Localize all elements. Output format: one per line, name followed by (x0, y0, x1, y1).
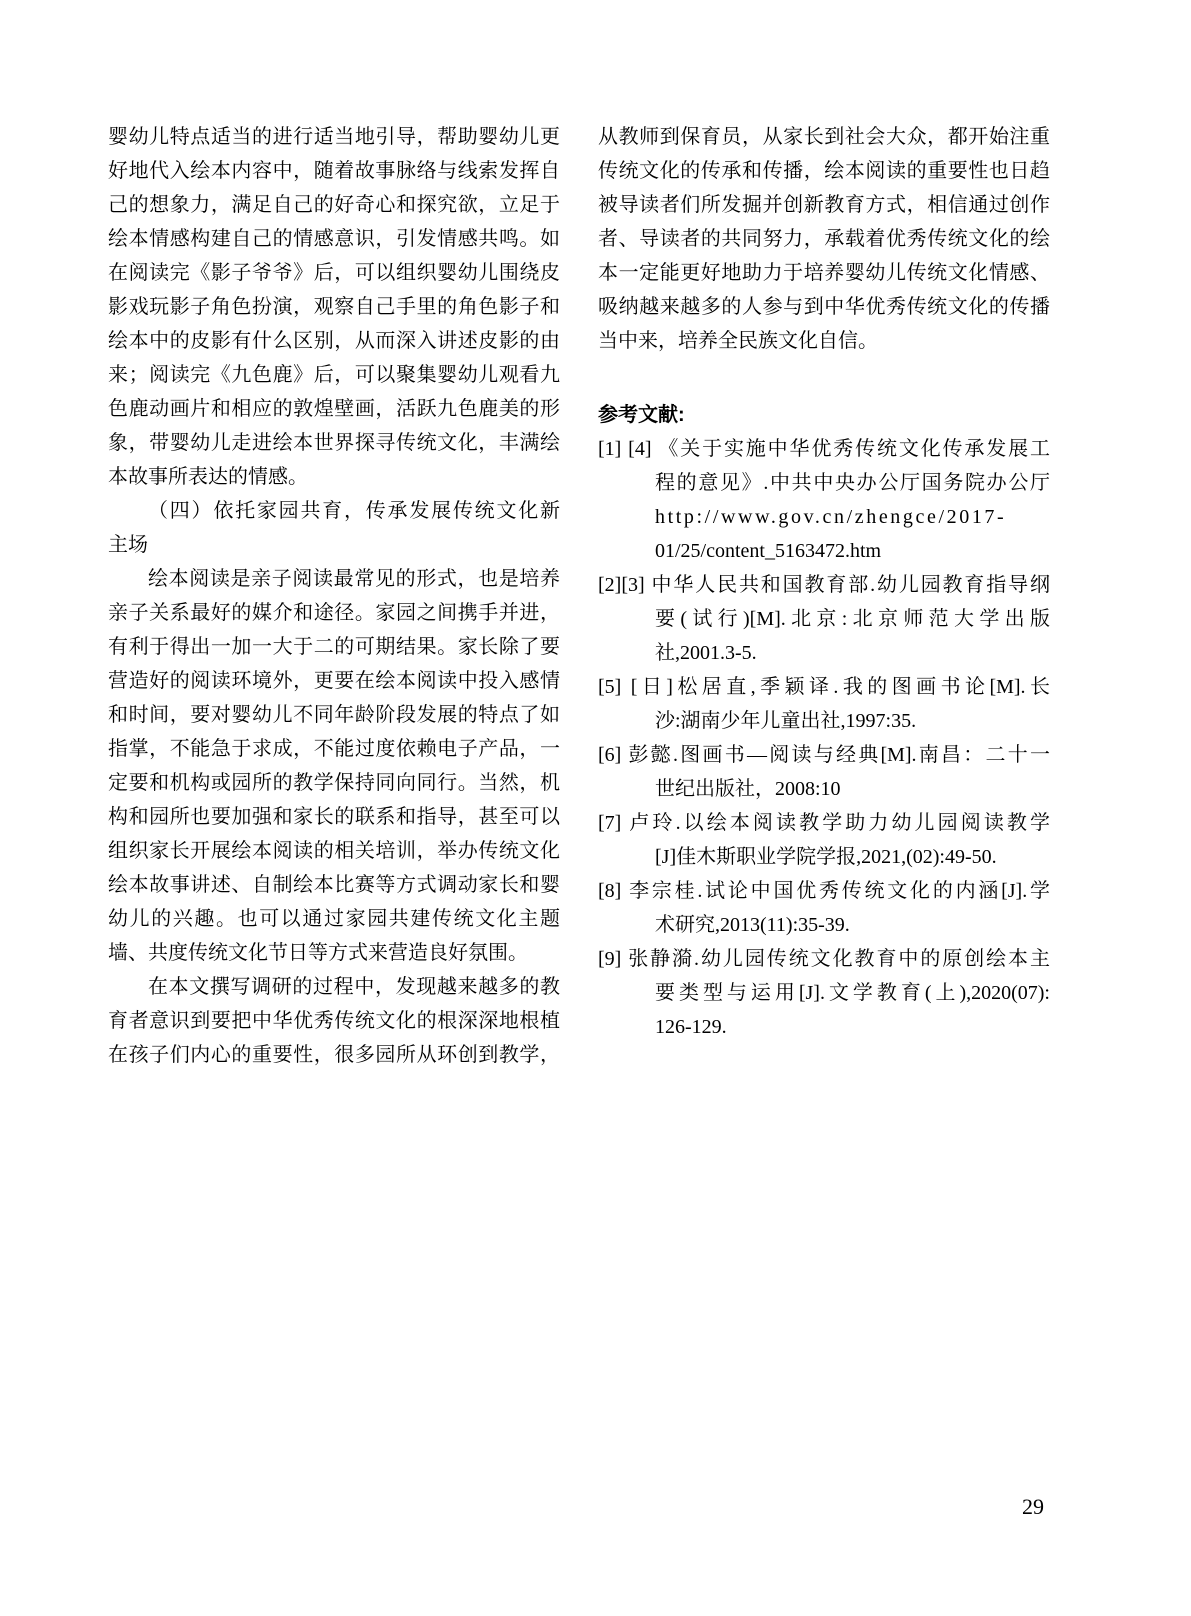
reference-line: 社,2001.3-5. (655, 642, 757, 664)
body-text-line: 有利于得出一加一大于二的可期结果。家长除了要 (108, 636, 560, 658)
section-heading-line: （四）依托家园共育，传承发展传统文化新 (148, 500, 560, 522)
body-text-line: 绘本中的皮影有什么区别，从而深入讲述皮影的由 (108, 330, 560, 352)
body-text-line: 从教师到保育员，从家长到社会大众，都开始注重 (598, 126, 1050, 148)
section-gap (598, 358, 1050, 398)
reference-line: 126-129. (655, 1016, 727, 1038)
body-text-line: 育者意识到要把中华优秀传统文化的根深深地根植 (108, 1010, 560, 1032)
body-text-line: 墙、共度传统文化节日等方式来营造良好氛围。 (108, 942, 528, 964)
references-heading: 参考文献: (598, 404, 685, 426)
reference-line: [1] [4] 《关于实施中华优秀传统文化传承发展工 (598, 438, 1050, 460)
body-text-line: 己的想象力，满足自己的好奇心和探究欲，立足于 (108, 194, 560, 216)
reference-url-line: 01/25/content_5163472.htm (655, 540, 882, 562)
reference-line: 要类型与运用[J].文学教育(上),2020(07): (655, 982, 1050, 1004)
body-text-line: 绘本情感构建自己的情感意识，引发情感共鸣。如 (108, 228, 560, 250)
section-heading-line: 主场 (108, 534, 148, 556)
body-text-line: 被导读者们所发掘并创新教育方式，相信通过创作 (598, 194, 1050, 216)
body-text-line: 影戏玩影子角色扮演，观察自己手里的角色影子和 (108, 296, 560, 318)
body-text-line: 色鹿动画片和相应的敦煌壁画，活跃九色鹿美的形 (108, 398, 560, 420)
reference-line: [5] [日]松居直,季颖译.我的图画书论[M].长 (598, 676, 1050, 698)
left-column (108, 120, 560, 1072)
reference-line: [8] 李宗桂.试论中国优秀传统文化的内涵[J].学 (598, 880, 1050, 902)
reference-line: 要(试行)[M].北京:北京师范大学出版 (655, 608, 1050, 630)
body-text-line: 在本文撰写调研的过程中，发现越来越多的教 (148, 976, 560, 998)
reference-line: [2][3] 中华人民共和国教育部.幼儿园教育指导纲 (598, 574, 1050, 596)
body-text-line: 和时间，要对婴幼儿不同年龄阶段发展的特点了如 (108, 704, 560, 726)
body-text-line: 本故事所表达的情感。 (108, 466, 308, 488)
body-text-line: 在阅读完《影子爷爷》后，可以组织婴幼儿围绕皮 (108, 262, 560, 284)
body-text-line: 者、导读者的共同努力，承载着优秀传统文化的绘 (598, 228, 1050, 250)
body-text-line: 定要和机构或园所的教学保持同向同行。当然，机 (108, 772, 560, 794)
body-text-line: 本一定能更好地助力于培养婴幼儿传统文化情感、 (598, 262, 1050, 284)
body-text-line: 传统文化的传承和传播，绘本阅读的重要性也日趋 (598, 160, 1050, 182)
body-text-line: 婴幼儿特点适当的进行适当地引导，帮助婴幼儿更 (108, 126, 560, 148)
page-number: 29 (1022, 1494, 1044, 1519)
reference-line: [7] 卢玲.以绘本阅读教学助力幼儿园阅读教学 (598, 812, 1050, 834)
reference-url-line: http://www.gov.cn/zhengce/2017- (655, 506, 1007, 528)
reference-line: 世纪出版社，2008:10 (655, 778, 841, 800)
body-text-line: 指掌，不能急于求成，不能过度依赖电子产品，一 (108, 738, 560, 760)
body-text-line: 在孩子们内心的重要性，很多园所从环创到教学， (108, 1044, 560, 1066)
body-text-line: 营造好的阅读环境外，更要在绘本阅读中投入感情 (108, 670, 560, 692)
body-text-line: 幼儿的兴趣。也可以通过家园共建传统文化主题 (108, 908, 560, 930)
reference-line: [J]佳木斯职业学院学报,2021,(02):49-50. (655, 846, 997, 868)
reference-line: 程的意见》.中共中央办公厅国务院办公厅 (655, 472, 1050, 494)
body-text-line: 构和园所也要加强和家长的联系和指导，甚至可以 (108, 806, 560, 828)
body-text-line: 绘本故事讲述、自制绘本比赛等方式调动家长和婴 (108, 874, 560, 896)
body-text-line: 当中来，培养全民族文化自信。 (598, 330, 878, 352)
reference-line: 术研究,2013(11):35-39. (655, 914, 850, 936)
reference-line: [6] 彭懿.图画书—阅读与经典[M].南昌：二十一 (598, 744, 1050, 766)
reference-line: [9] 张静漪.幼儿园传统文化教育中的原创绘本主 (598, 948, 1050, 970)
body-text-line: 好地代入绘本内容中，随着故事脉络与线索发挥自 (108, 160, 560, 182)
body-text-line: 组织家长开展绘本阅读的相关培训，举办传统文化 (108, 840, 560, 862)
reference-line: 沙:湖南少年儿童出社,1997:35. (655, 710, 917, 732)
body-text-line: 绘本阅读是亲子阅读最常见的形式，也是培养 (148, 568, 560, 590)
body-text-line: 吸纳越来越多的人参与到中华优秀传统文化的传播 (598, 296, 1050, 318)
body-text-line: 象，带婴幼儿走进绘本世界探寻传统文化，丰满绘 (108, 432, 560, 454)
right-column (598, 120, 1050, 1044)
body-text-line: 亲子关系最好的媒介和途径。家园之间携手并进， (108, 602, 560, 624)
body-text-line: 来；阅读完《九色鹿》后，可以聚集婴幼儿观看九 (108, 364, 560, 386)
